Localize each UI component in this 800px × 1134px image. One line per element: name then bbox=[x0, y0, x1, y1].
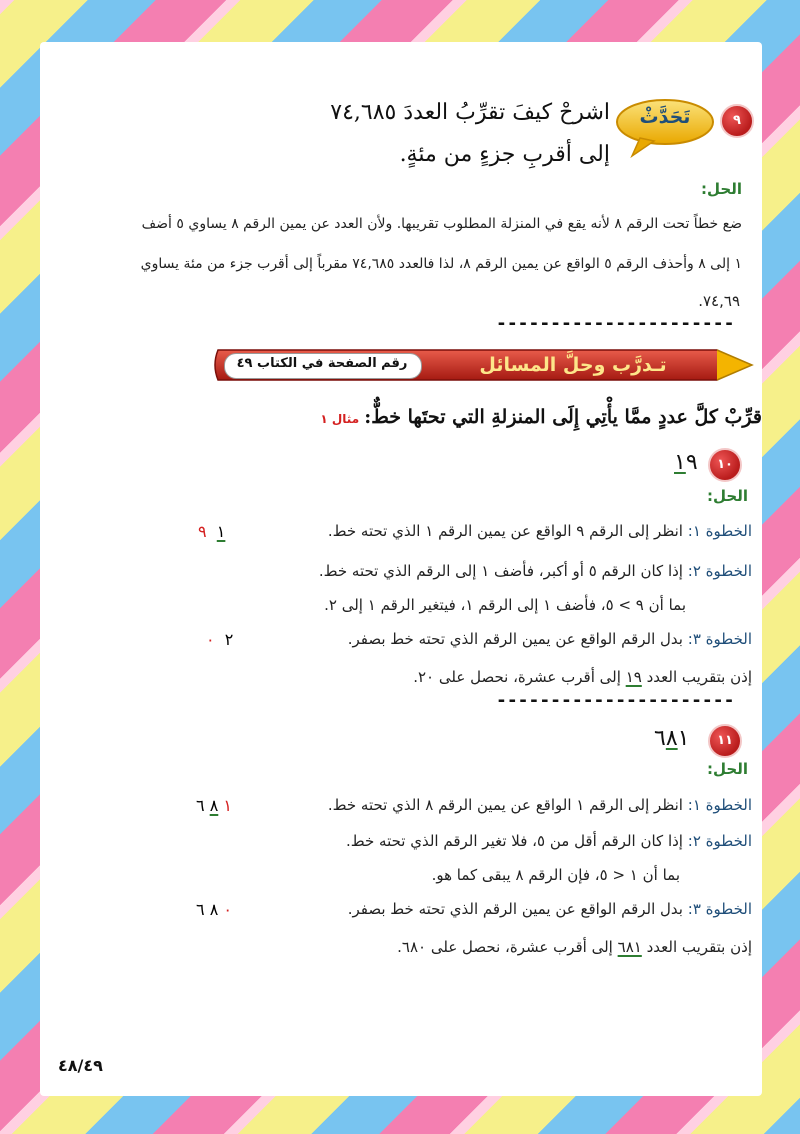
q10-conclusion-post: إلى أقرب عشرة، نحصل على ٢٠. bbox=[413, 668, 621, 686]
divider-2: ---------------------- bbox=[496, 690, 735, 711]
q11-digit-c: ١ bbox=[677, 726, 690, 751]
q11-step3-text: بدل الرقم الواقع عن يمين الرقم الذي تحته خط بصفر. bbox=[347, 900, 683, 918]
q9-answer-line1: ضع خطاً تحت الرقم ٨ لأنه يقع في المنزلة المطلوب تقريبها. ولأن العدد عن يمين الرقم ٨ يساوي ٥ أضف bbox=[141, 216, 742, 232]
q11-solution-label: الحل: bbox=[707, 760, 748, 778]
talk-badge-label: تَحَدَّثْ bbox=[639, 106, 691, 128]
banner-page-ref: رقم الصفحة في الكتاب ٤٩ bbox=[236, 356, 408, 371]
q11-step3-digit-a: ٦ bbox=[196, 900, 205, 919]
q10-step1-underlined: ١ bbox=[216, 522, 226, 541]
q11-step1-underlined: ٨ bbox=[209, 796, 219, 815]
q9-answer-line3: ٧٤,٦٩. bbox=[698, 292, 740, 310]
q11-step1 bbox=[328, 796, 752, 814]
q9-line2: إلى أقربِ جزءٍ من مئةٍ. bbox=[399, 142, 610, 167]
q10-step3-digit: ٢ bbox=[224, 630, 234, 649]
q11-step2-text: إذا كان الرقم أقل من ٥، فلا تغير الرقم الذي تحته خط. bbox=[346, 832, 683, 850]
q11-step2 bbox=[346, 832, 752, 850]
q11-conclusion-pre: إذن بتقريب العدد bbox=[646, 938, 752, 956]
q11-step2-sub: بما أن ١ < ٥، فإن الرقم ٨ يبقى كما هو. bbox=[431, 866, 680, 884]
example-ref: مثال ١ bbox=[320, 412, 360, 426]
q11-conclusion-post: إلى أقرب عشرة، نحصل على ٦٨٠. bbox=[397, 938, 613, 956]
q10-value bbox=[674, 450, 698, 475]
q11-step1-text: انظر إلى الرقم ١ الواقع عن يمين الرقم ٨ الذي تحته خط. bbox=[327, 796, 683, 814]
q10-step2-sub: بما أن ٩ > ٥، فأضف ١ إلى الرقم ١، فيتغير الرقم ١ إلى ٢. bbox=[324, 596, 686, 614]
banner-title: تـدرَّب وحلَّ المسائل bbox=[479, 354, 667, 376]
question-10-number: ١٠ bbox=[708, 448, 742, 482]
talk-badge bbox=[612, 98, 718, 148]
q11-step3 bbox=[348, 900, 752, 918]
q10-step3-text: بدل الرقم الواقع عن يمين الرقم الذي تحته خط بصفر. bbox=[347, 630, 683, 648]
q10-step2-text: إذا كان الرقم ٥ أو أكبر، فأضف ١ إلى الرقم الذي تحته خط. bbox=[318, 562, 683, 580]
q9-solution-label: الحل: bbox=[701, 180, 742, 198]
page-number: ٤٨/٤٩ bbox=[58, 1056, 103, 1075]
question-11-number: ١١ bbox=[708, 724, 742, 758]
divider-1: ---------------------- bbox=[496, 313, 735, 334]
q10-step1-text: انظر إلى الرقم ٩ الواقع عن يمين الرقم ١ الذي تحته خط. bbox=[327, 522, 683, 540]
q10-conclusion-number: ١٩ bbox=[625, 668, 642, 686]
q10-step3-number bbox=[206, 630, 233, 649]
question-9-number: ٩ bbox=[720, 104, 754, 138]
q10-digit-underlined: ١ bbox=[674, 450, 686, 475]
q10-step1-label: الخطوة ١: bbox=[687, 522, 752, 540]
q9-answer-line2: ١ إلى ٨ وأحذف الرقم ٥ الواقع عن يمين الرقم ٨، لذا فالعدد ٧٤,٦٨٥ مقرباً إلى أقرب جزء من مئة يساوي bbox=[140, 256, 742, 272]
q11-digit-underlined: ٨ bbox=[665, 726, 678, 751]
q11-step1-digit-a: ٦ bbox=[196, 796, 205, 815]
q10-digit: ٩ bbox=[685, 450, 698, 475]
q11-step2-label: الخطوة ٢: bbox=[687, 832, 752, 850]
q10-conclusion bbox=[413, 668, 752, 686]
q9-line1: اشرحْ كيفَ تقرِّبُ العددَ ٧٤,٦٨٥ bbox=[330, 100, 610, 125]
q11-conclusion bbox=[397, 938, 752, 956]
q10-solution-label: الحل: bbox=[707, 487, 748, 505]
q11-conclusion-number: ٦٨١ bbox=[617, 938, 642, 956]
q10-step2-label: الخطوة ٢: bbox=[687, 562, 752, 580]
q11-step1-label: الخطوة ١: bbox=[687, 796, 752, 814]
q11-step1-highlight: ١ bbox=[223, 796, 232, 815]
q11-digit-a: ٦ bbox=[654, 726, 666, 751]
instruction-text: قرِّبْ كلَّ عددٍ ممَّا يأْتِي إِلَى المنزلةِ التي تحتَها خطٌّ: bbox=[364, 406, 762, 428]
q10-step3 bbox=[348, 630, 752, 648]
q10-step1-number bbox=[198, 522, 225, 541]
q10-step1-highlight: ٩ bbox=[198, 522, 207, 541]
q11-value bbox=[654, 726, 689, 751]
q11-step3-number bbox=[196, 900, 232, 919]
practice-banner bbox=[212, 346, 772, 384]
instruction bbox=[320, 406, 762, 428]
q10-step1 bbox=[328, 522, 752, 540]
q11-step3-label: الخطوة ٣: bbox=[687, 900, 752, 918]
q10-step2 bbox=[319, 562, 752, 580]
q11-step3-zero: ٠ bbox=[223, 900, 232, 919]
q10-conclusion-pre: إذن بتقريب العدد bbox=[646, 668, 752, 686]
q11-step3-digit-b: ٨ bbox=[209, 900, 219, 919]
q10-step3-label: الخطوة ٣: bbox=[687, 630, 752, 648]
q10-step3-zero: ٠ bbox=[206, 630, 215, 649]
q11-step1-number bbox=[196, 796, 232, 815]
